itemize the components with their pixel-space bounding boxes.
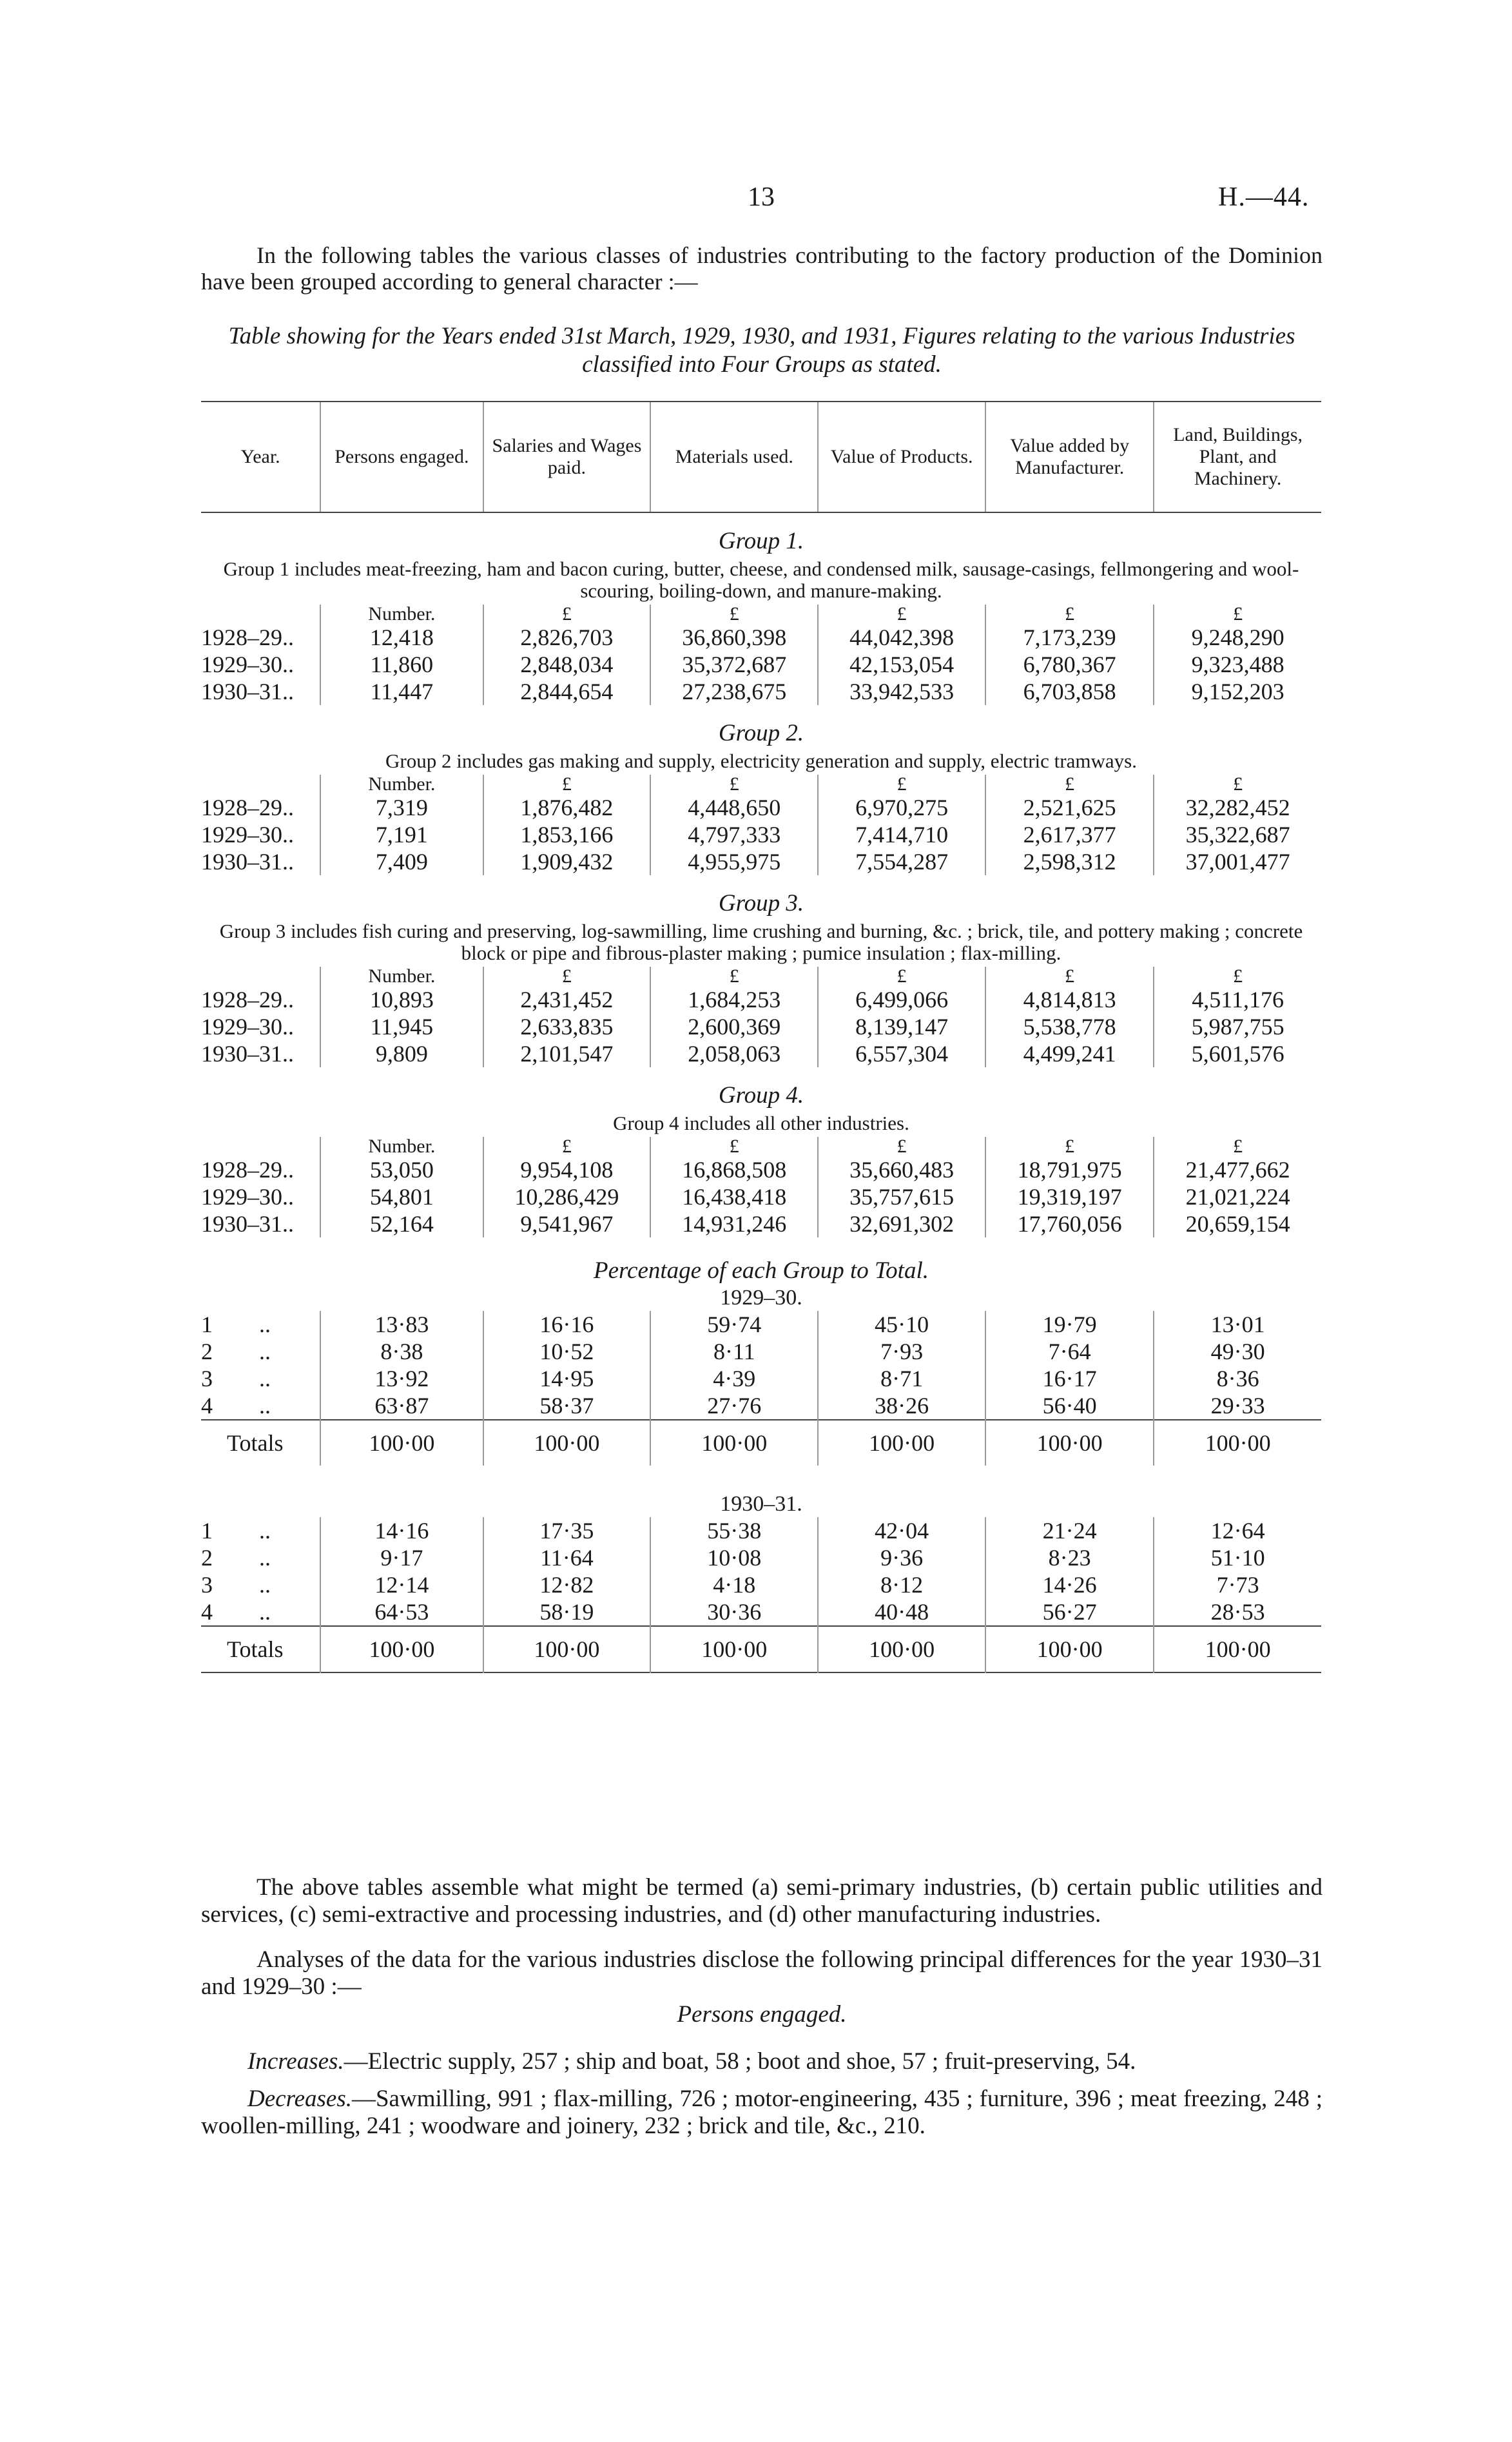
percent-cell: 10·52 [483,1338,651,1365]
salaries-cell: 2,848,034 [483,651,651,678]
percent-cell: 12·64 [1154,1517,1321,1544]
materials-cell: 4,448,650 [650,794,818,821]
value-added-cell: 4,814,813 [985,986,1154,1013]
year-cell: 1929–30.. [201,652,294,677]
year-cell: 1930–31.. [201,849,294,875]
unit-label: £ [818,775,985,794]
percent-cell: 8·23 [985,1544,1154,1571]
products-cell: 6,970,275 [818,794,985,821]
materials-cell: 4,955,975 [650,848,818,875]
materials-cell: 2,600,369 [650,1013,818,1040]
percent-cell: 51·10 [1154,1544,1321,1571]
products-cell: 6,557,304 [818,1040,985,1067]
document-reference: H.—44. [1218,182,1310,212]
salaries-cell: 2,844,654 [483,678,651,705]
land-cell: 37,001,477 [1154,848,1321,875]
unit-label: £ [650,1137,818,1156]
year-cell: 1928–29.. [201,795,294,820]
units-row [201,605,1321,624]
persons-cell: 10,893 [320,986,483,1013]
table-row [201,1571,1321,1598]
totals-label: Totals [201,1420,320,1466]
table-row [201,1013,1321,1040]
table-row [201,624,1321,651]
unit-label: £ [483,1137,651,1156]
unit-label: £ [985,605,1154,624]
percent-cell: 55·38 [650,1517,818,1544]
group-number-cell: 3 .. [201,1572,271,1598]
percent-cell: 19·79 [985,1311,1154,1338]
percentage-year: 1930–31. [720,1492,802,1516]
percent-cell: 21·24 [985,1517,1154,1544]
percent-cell: 17·35 [483,1517,651,1544]
materials-cell: 36,860,398 [650,624,818,651]
percent-cell: 4·18 [650,1571,818,1598]
products-cell: 7,414,710 [818,821,985,848]
percent-cell: 38·26 [818,1392,985,1420]
year-cell: 1930–31.. [201,1211,294,1237]
table-header-row [201,402,1321,512]
materials-cell: 1,684,253 [650,986,818,1013]
percent-cell: 7·73 [1154,1571,1321,1598]
unit-label: Number. [320,1137,483,1156]
percent-cell: 9·17 [320,1544,483,1571]
persons-cell: 54,801 [320,1183,483,1210]
percent-cell: 14·26 [985,1571,1154,1598]
percent-cell: 58·37 [483,1392,651,1420]
products-cell: 35,757,615 [818,1183,985,1210]
value-added-cell: 2,521,625 [985,794,1154,821]
group-number-cell: 1 .. [201,1518,271,1544]
totals-row [201,1420,1321,1466]
group-title: Group 1. [718,528,804,554]
value-added-cell: 18,791,975 [985,1156,1154,1183]
salaries-cell: 2,431,452 [483,986,651,1013]
group-number-cell: 2 .. [201,1545,271,1571]
percent-cell: 10·08 [650,1544,818,1571]
unit-label: £ [650,967,818,986]
table-caption: Table showing for the Years ended 31st March, 1929, 1930, and 1931, Figures relating to the various Industries classified into Four Groups as stated. [228,323,1295,378]
persons-cell: 12,418 [320,624,483,651]
units-row [201,967,1321,986]
industry-groups-table [201,401,1321,1674]
percent-cell: 64·53 [320,1598,483,1626]
page-number: 13 [748,182,775,212]
percent-cell: 28·53 [1154,1598,1321,1626]
value-added-cell: 6,780,367 [985,651,1154,678]
unit-label: £ [985,775,1154,794]
salaries-cell: 1,853,166 [483,821,651,848]
percent-cell: 8·71 [818,1365,985,1392]
percent-cell: 11·64 [483,1544,651,1571]
land-cell: 5,601,576 [1154,1040,1321,1067]
unit-label: £ [1154,1137,1321,1156]
persons-cell: 7,191 [320,821,483,848]
land-cell: 21,477,662 [1154,1156,1321,1183]
unit-label: £ [818,967,985,986]
percent-cell: 56·40 [985,1392,1154,1420]
materials-cell: 14,931,246 [650,1210,818,1237]
percent-cell: 56·27 [985,1598,1154,1626]
salaries-cell: 2,101,547 [483,1040,651,1067]
total-cell: 100·00 [483,1626,651,1672]
percent-cell: 63·87 [320,1392,483,1420]
unit-label: £ [650,605,818,624]
group-number-cell: 3 .. [201,1366,271,1391]
persons-cell: 11,860 [320,651,483,678]
materials-cell: 27,238,675 [650,678,818,705]
percent-cell: 13·01 [1154,1311,1321,1338]
decreases-paragraph [201,2086,1323,2140]
unit-label: £ [818,1137,985,1156]
total-cell: 100·00 [320,1420,483,1466]
products-cell: 33,942,533 [818,678,985,705]
decreases-label: Decreases. [247,2086,352,2112]
total-cell: 100·00 [320,1626,483,1672]
table-row [201,651,1321,678]
materials-cell: 16,438,418 [650,1183,818,1210]
table-row [201,986,1321,1013]
totals-label: Totals [201,1626,320,1672]
table-row [201,1392,1321,1420]
increases-label: Increases. [247,2048,344,2075]
total-cell: 100·00 [985,1420,1154,1466]
total-cell: 100·00 [818,1626,985,1672]
group-number-cell: 4 .. [201,1393,271,1419]
value-added-cell: 19,319,197 [985,1183,1154,1210]
header-persons-engaged: Persons engaged. [320,402,483,512]
materials-cell: 2,058,063 [650,1040,818,1067]
unit-label: Number. [320,605,483,624]
land-cell: 9,323,488 [1154,651,1321,678]
table-row [201,1183,1321,1210]
percent-cell: 49·30 [1154,1338,1321,1365]
table-row [201,1156,1321,1183]
table-row [201,1544,1321,1571]
salaries-cell: 2,826,703 [483,624,651,651]
materials-cell: 4,797,333 [650,821,818,848]
table-bottom-rule [201,1672,1321,1674]
percent-cell: 30·36 [650,1598,818,1626]
land-cell: 4,511,176 [1154,986,1321,1013]
percent-cell: 45·10 [818,1311,985,1338]
unit-label: £ [985,1137,1154,1156]
total-cell: 100·00 [483,1420,651,1466]
table-row [201,1517,1321,1544]
unit-label: £ [818,605,985,624]
persons-cell: 11,447 [320,678,483,705]
percent-cell: 42·04 [818,1517,985,1544]
total-cell: 100·00 [818,1420,985,1466]
year-cell: 1930–31.. [201,679,294,704]
value-added-cell: 17,760,056 [985,1210,1154,1237]
persons-cell: 11,945 [320,1013,483,1040]
year-cell: 1929–30.. [201,1014,294,1040]
table-row [201,1365,1321,1392]
total-cell: 100·00 [985,1626,1154,1672]
table-row [201,794,1321,821]
table-row [201,848,1321,875]
land-cell: 32,282,452 [1154,794,1321,821]
percent-cell: 16·16 [483,1311,651,1338]
percent-cell: 12·14 [320,1571,483,1598]
value-added-cell: 6,703,858 [985,678,1154,705]
value-added-cell: 2,598,312 [985,848,1154,875]
unit-label: £ [483,775,651,794]
percent-cell: 8·38 [320,1338,483,1365]
percent-cell: 8·11 [650,1338,818,1365]
land-cell: 5,987,755 [1154,1013,1321,1040]
salaries-cell: 9,541,967 [483,1210,651,1237]
salaries-cell: 1,876,482 [483,794,651,821]
land-cell: 9,248,290 [1154,624,1321,651]
year-cell: 1928–29.. [201,1157,294,1183]
percentage-year: 1929–30. [720,1286,802,1310]
year-cell: 1929–30.. [201,1184,294,1210]
total-cell: 100·00 [1154,1626,1321,1672]
table-row [201,1338,1321,1365]
salaries-cell: 2,633,835 [483,1013,651,1040]
table-row [201,1598,1321,1626]
percent-cell: 59·74 [650,1311,818,1338]
increases-paragraph [201,2048,1323,2075]
unit-label: £ [483,605,651,624]
materials-cell: 16,868,508 [650,1156,818,1183]
intro-paragraph: In the following tables the various classes of industries contributing to the factory production of the Dominion have been grouped according to general character :— [201,242,1323,295]
total-cell: 100·00 [1154,1420,1321,1466]
summary-paragraph: The above tables assemble what might be termed (a) semi-primary industries, (b) certain public utilities and services, (c) semi-extractive and processing industries, and (d) other manufacturing industries. [201,1874,1323,1928]
percent-cell: 13·83 [320,1311,483,1338]
year-cell: 1928–29.. [201,987,294,1013]
unit-label: £ [1154,775,1321,794]
percent-cell: 27·76 [650,1392,818,1420]
table-row [201,1040,1321,1067]
table-row [201,1311,1321,1338]
unit-label: £ [1154,605,1321,624]
percent-cell: 8·36 [1154,1365,1321,1392]
percent-cell: 40·48 [818,1598,985,1626]
salaries-cell: 1,909,432 [483,848,651,875]
percent-cell: 14·95 [483,1365,651,1392]
persons-cell: 53,050 [320,1156,483,1183]
persons-cell: 9,809 [320,1040,483,1067]
group-description: Group 4 includes all other industries. [613,1112,909,1134]
table-row [201,678,1321,705]
land-cell: 20,659,154 [1154,1210,1321,1237]
header-materials-used: Materials used. [650,402,818,512]
persons-cell: 7,409 [320,848,483,875]
header-land-buildings: Land, Buildings, Plant, and Machinery. [1154,402,1321,512]
unit-label: Number. [320,967,483,986]
total-cell: 100·00 [650,1420,818,1466]
percent-cell: 9·36 [818,1544,985,1571]
units-row [201,1137,1321,1156]
percent-cell: 13·92 [320,1365,483,1392]
land-cell: 9,152,203 [1154,678,1321,705]
unit-label: Number. [320,775,483,794]
products-cell: 42,153,054 [818,651,985,678]
value-added-cell: 7,173,239 [985,624,1154,651]
percent-cell: 7·64 [985,1338,1154,1365]
year-cell: 1930–31.. [201,1041,294,1067]
table-row [201,1210,1321,1237]
group-description: Group 1 includes meat-freezing, ham and bacon curing, butter, cheese, and condensed milk, sausage-casings, fellmongering and wool-scouring, boiling-down, and manure-making. [223,557,1299,602]
year-cell: 1929–30.. [201,822,294,848]
group-title: Group 4. [718,1082,804,1109]
group-number-cell: 1 .. [201,1312,271,1337]
unit-label: £ [650,775,818,794]
percent-cell: 4·39 [650,1365,818,1392]
decreases-text: —Sawmilling, 991 ; flax-milling, 726 ; motor-engineering, 435 ; furniture, 396 ; meat freezing, 248 ; woollen-milling, 241 ; woodware and joinery, 232 ; brick and tile, &c., 210. [201,2086,1323,2139]
products-cell: 32,691,302 [818,1210,985,1237]
header-year: Year. [201,402,320,512]
totals-row [201,1626,1321,1672]
products-cell: 7,554,287 [818,848,985,875]
value-added-cell: 4,499,241 [985,1040,1154,1067]
group-description: Group 2 includes gas making and supply, electricity generation and supply, electric tramways. [385,750,1137,772]
table-row [201,821,1321,848]
total-cell: 100·00 [650,1626,818,1672]
units-row [201,775,1321,794]
persons-engaged-heading: Persons engaged. [677,2001,847,2028]
group-description: Group 3 includes fish curing and preserving, log-sawmilling, lime crushing and burning, &c. ; brick, tile, and pottery making ; concrete block or pipe and fibrous-plaster making ; pumice insulation ; flax-milling. [219,920,1303,964]
header-value-of-products: Value of Products. [818,402,985,512]
group-number-cell: 4 .. [201,1599,271,1625]
unit-label: £ [985,967,1154,986]
products-cell: 35,660,483 [818,1156,985,1183]
header-salaries-wages: Salaries and Wages paid. [483,402,651,512]
percent-cell: 58·19 [483,1598,651,1626]
increases-text: —Electric supply, 257 ; ship and boat, 58 ; boot and shoe, 57 ; fruit-preserving, 54. [344,2048,1136,2075]
percentage-title: Percentage of each Group to Total. [594,1257,929,1284]
group-title: Group 2. [718,720,804,746]
products-cell: 6,499,066 [818,986,985,1013]
percent-cell: 12·82 [483,1571,651,1598]
group-number-cell: 2 .. [201,1339,271,1364]
salaries-cell: 10,286,429 [483,1183,651,1210]
percent-cell: 16·17 [985,1365,1154,1392]
products-cell: 8,139,147 [818,1013,985,1040]
unit-label: £ [483,967,651,986]
group-title: Group 3. [718,890,804,916]
analysis-paragraph: Analyses of the data for the various industries disclose the following principal differences for the year 1930–31 and 1929–30 :— [201,1946,1323,2000]
percent-cell: 14·16 [320,1517,483,1544]
products-cell: 44,042,398 [818,624,985,651]
percent-cell: 8·12 [818,1571,985,1598]
salaries-cell: 9,954,108 [483,1156,651,1183]
year-cell: 1928–29.. [201,625,294,650]
unit-label: £ [1154,967,1321,986]
materials-cell: 35,372,687 [650,651,818,678]
land-cell: 21,021,224 [1154,1183,1321,1210]
land-cell: 35,322,687 [1154,821,1321,848]
persons-cell: 52,164 [320,1210,483,1237]
header-value-added: Value added by Manufacturer. [985,402,1154,512]
value-added-cell: 5,538,778 [985,1013,1154,1040]
persons-cell: 7,319 [320,794,483,821]
percent-cell: 29·33 [1154,1392,1321,1420]
value-added-cell: 2,617,377 [985,821,1154,848]
percent-cell: 7·93 [818,1338,985,1365]
